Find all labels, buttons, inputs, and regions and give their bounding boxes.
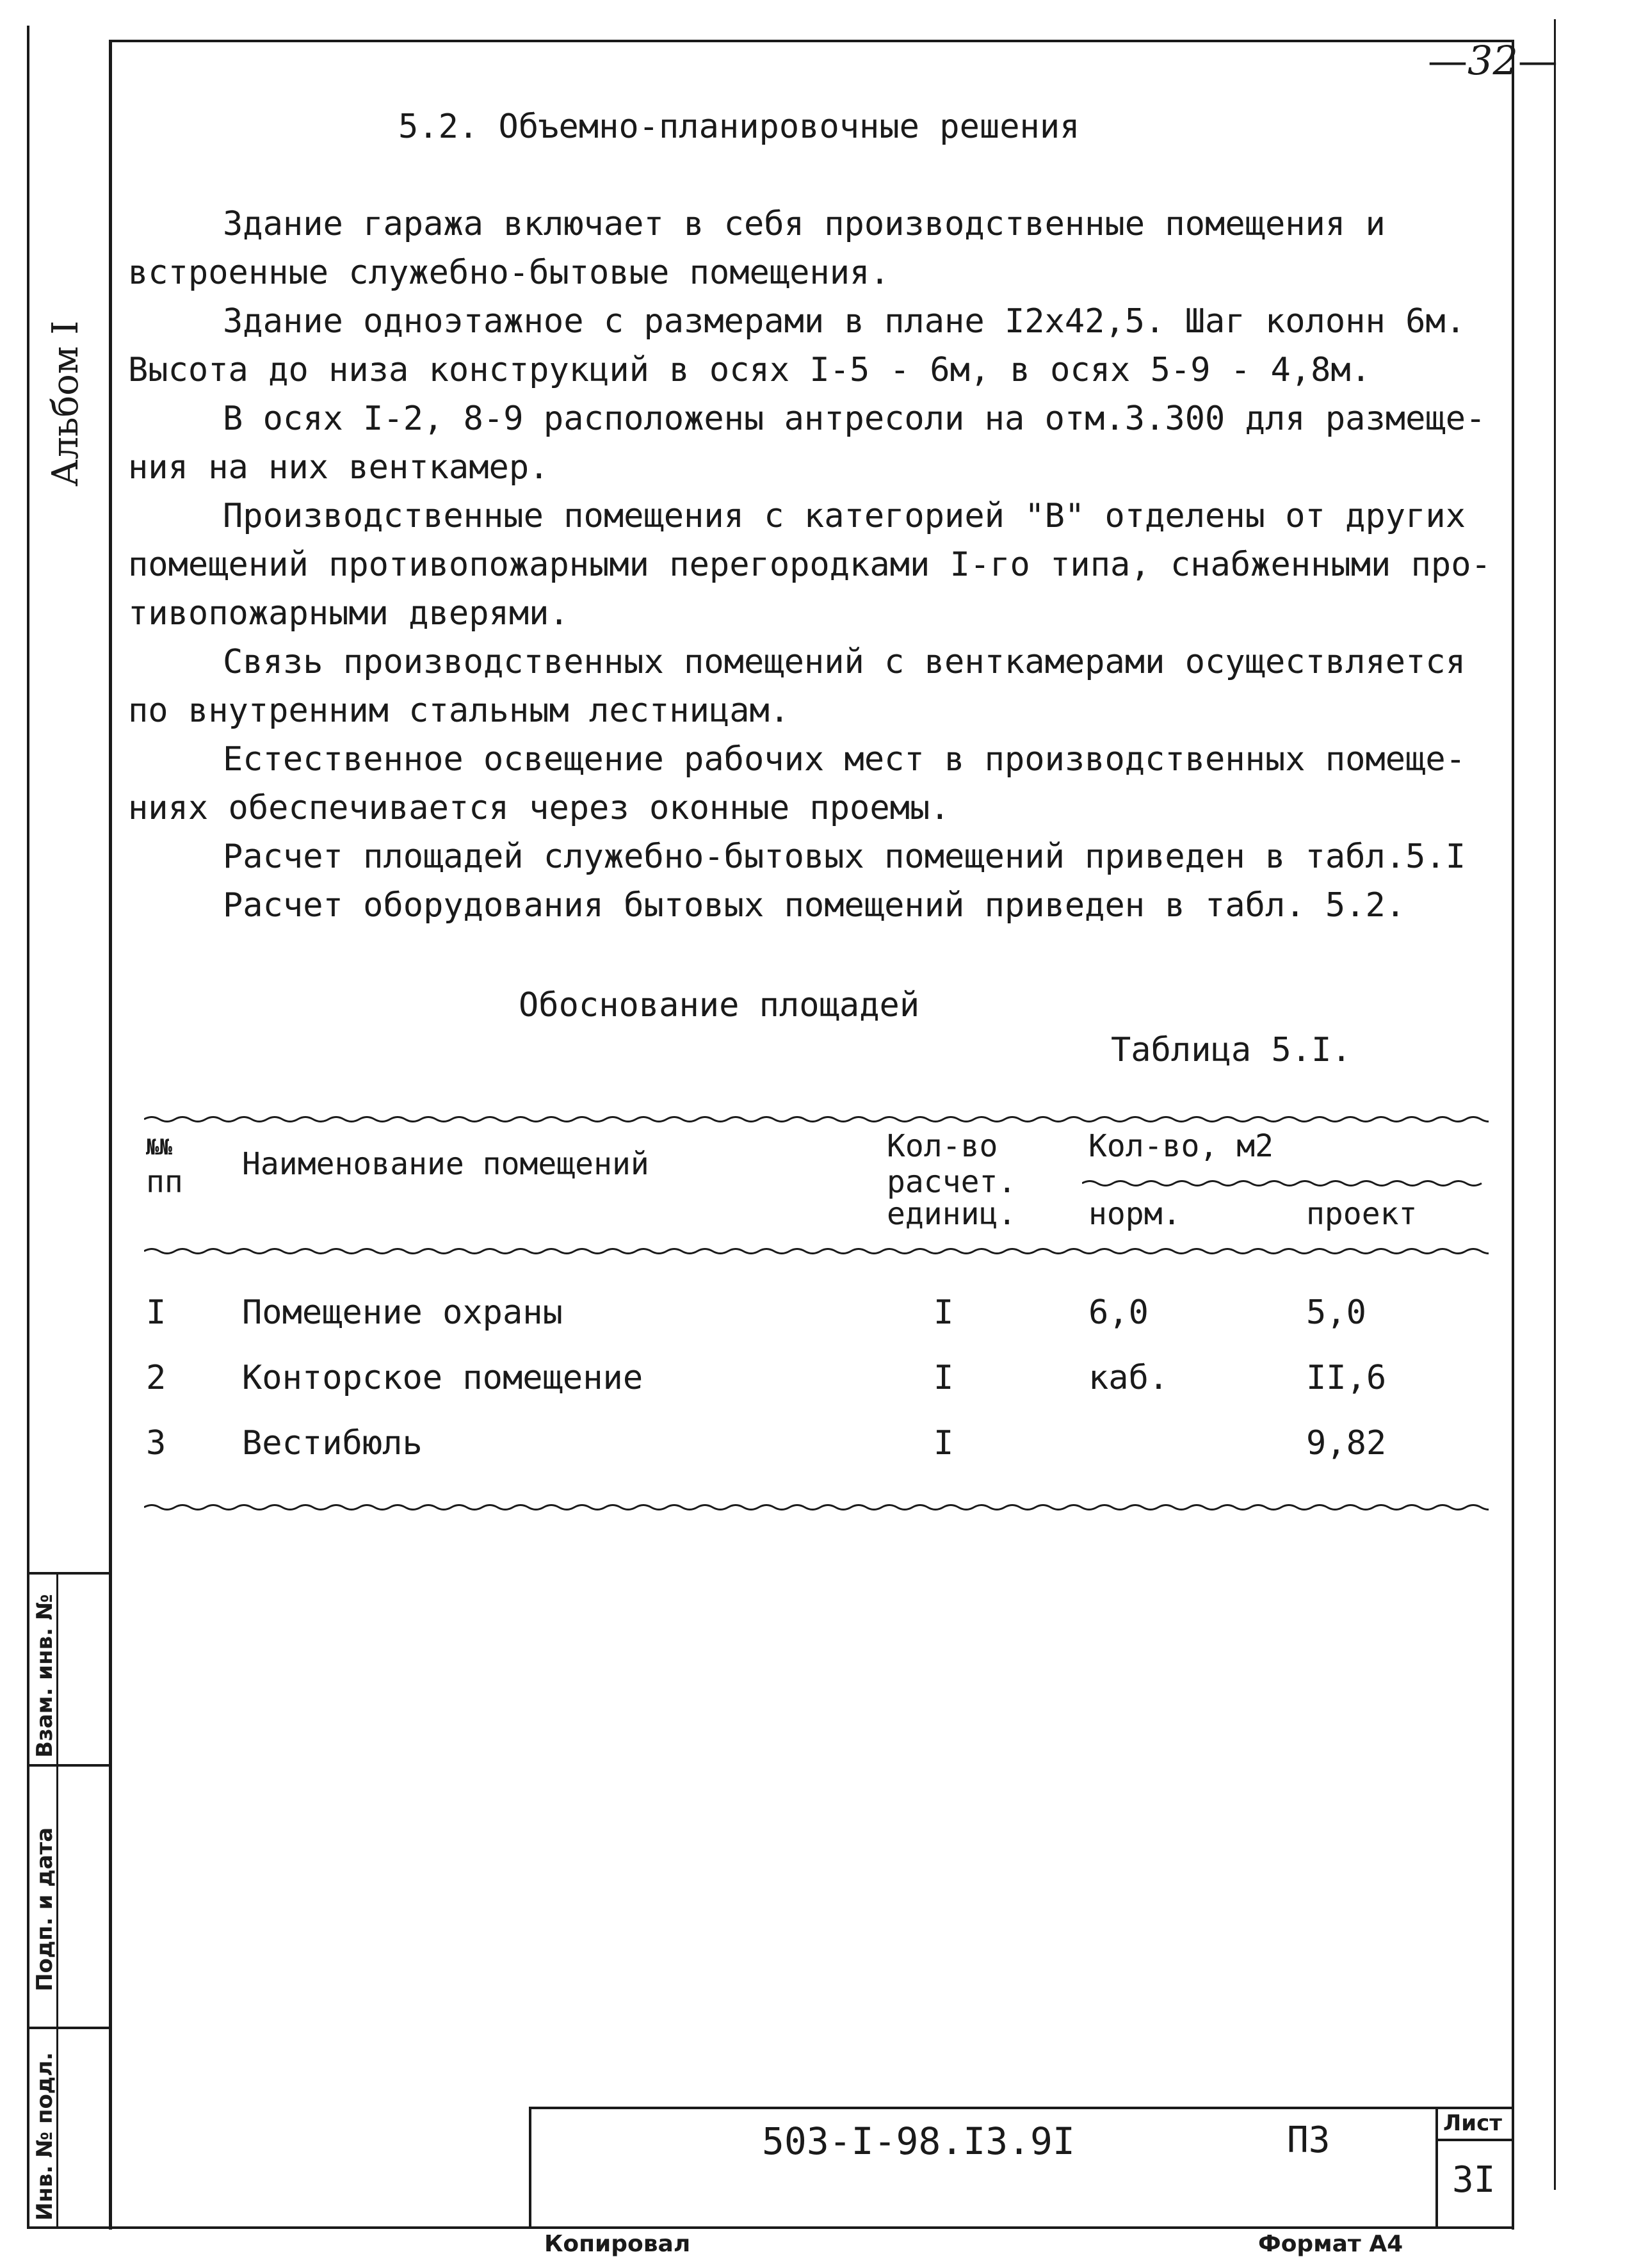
header-norm: норм. [1088,1196,1181,1232]
body-line: Производственные помещения с категорией "В" отделены от других [223,497,1466,535]
body-line: Высота до низа конструкций в осях I-5 - 6м, в осях 5-9 - 4,8м. [128,351,1371,389]
stamp-row-line [27,1572,111,1575]
body-line: по внутренним стальным лестницам. [128,692,790,730]
table-caption: Обоснование площадей [519,986,920,1025]
body-line: Естественное освещение рабочих мест в производственных помеще- [223,740,1466,779]
table-bottom-rule [144,1501,1489,1514]
frame-right [1512,40,1514,2230]
stamp-row-line [27,1764,111,1767]
header-name: Наименование помещений [242,1146,649,1182]
cell-project: 9,82 [1306,1424,1387,1462]
header-num: №№ [146,1135,172,1160]
header-num-sub: пп [146,1164,183,1200]
sheet-label: Лист [1443,2110,1502,2136]
sheet-number: 3I [1452,2159,1496,2201]
frame-top [109,40,1514,42]
cell-project: II,6 [1306,1359,1387,1397]
body-line: тивопожарными дверями. [128,594,569,633]
cell-units: I [934,1359,954,1397]
doc-type: ПЗ [1287,2119,1330,2161]
right-trim-edge [1554,19,1556,2190]
cell-project: 5,0 [1306,1293,1366,1332]
header-units-3: единиц. [887,1196,1017,1232]
album-label: Альбом I [45,320,86,487]
titleblock-top [529,2107,1514,2109]
cell-name: Конторское помещение [242,1359,643,1397]
table-header-rule [144,1245,1489,1258]
titleblock-sheet-divider [1435,2107,1438,2228]
body-line: помещений противопожарными перегородками I-го типа, снабженными про- [128,546,1491,584]
cell-num: 2 [146,1359,166,1397]
body-line: Расчет площадей служебно-бытовых помещений приведен в табл.5.I [223,838,1466,876]
stamp-row-line [27,2027,111,2029]
left-outer-edge [27,26,29,2228]
body-line: встроенные служебно-бытовые помещения. [128,254,890,292]
section-title: 5.2. Объемно-планировочные решения [398,108,1080,146]
body-line: ния на них венткамер. [128,448,549,487]
cell-name: Вестибюль [242,1424,423,1462]
doc-code: 503-I-98.I3.9I [762,2119,1075,2163]
cell-num: I [146,1293,166,1332]
header-area: Кол-во, м2 [1088,1128,1273,1164]
table-area-rule [1082,1177,1492,1190]
cell-name: Помещение охраны [242,1293,563,1332]
header-units-1: Кол-во [887,1128,998,1164]
frame-bottom [27,2226,1514,2229]
format-label: Формат А4 [1258,2231,1403,2257]
titleblock-left [529,2107,531,2228]
body-line: ниях обеспечивается через оконные проемы. [128,789,950,827]
header-units-2: расчет. [887,1164,1017,1200]
table-top-rule [144,1113,1489,1126]
page-number: —32— [1428,37,1558,84]
body-line: Расчет оборудования бытовых помещений приведен в табл. 5.2. [223,886,1406,925]
cell-units: I [934,1424,954,1462]
cell-num: 3 [146,1424,166,1462]
header-project: проект [1306,1196,1418,1232]
copied-label: Копировал [544,2231,691,2257]
titleblock-sheet-rule [1435,2139,1514,2141]
body-line: Связь производственных помещений с венткамерами осуществляется [223,643,1466,681]
stamp-sign-date: Подп. и дата [32,1827,58,1991]
stamp-orig-inv: Инв. № подл. [32,2052,58,2221]
body-line: Здание гаража включает в себя производственные помещения и [223,205,1386,243]
stamp-replaced-inv: Взам. инв. № [32,1594,58,1758]
body-line: Здание одноэтажное с размерами в плане I2х42,5. Шаг колонн 6м. [223,302,1466,341]
cell-norm: каб. [1088,1359,1169,1397]
cell-units: I [934,1293,954,1332]
table-label: Таблица 5.I. [1111,1031,1352,1069]
body-line: В осях I-2, 8-9 расположены антресоли на отм.3.300 для размеще- [223,400,1486,438]
frame-left [109,40,112,2230]
cell-norm: 6,0 [1088,1293,1149,1332]
